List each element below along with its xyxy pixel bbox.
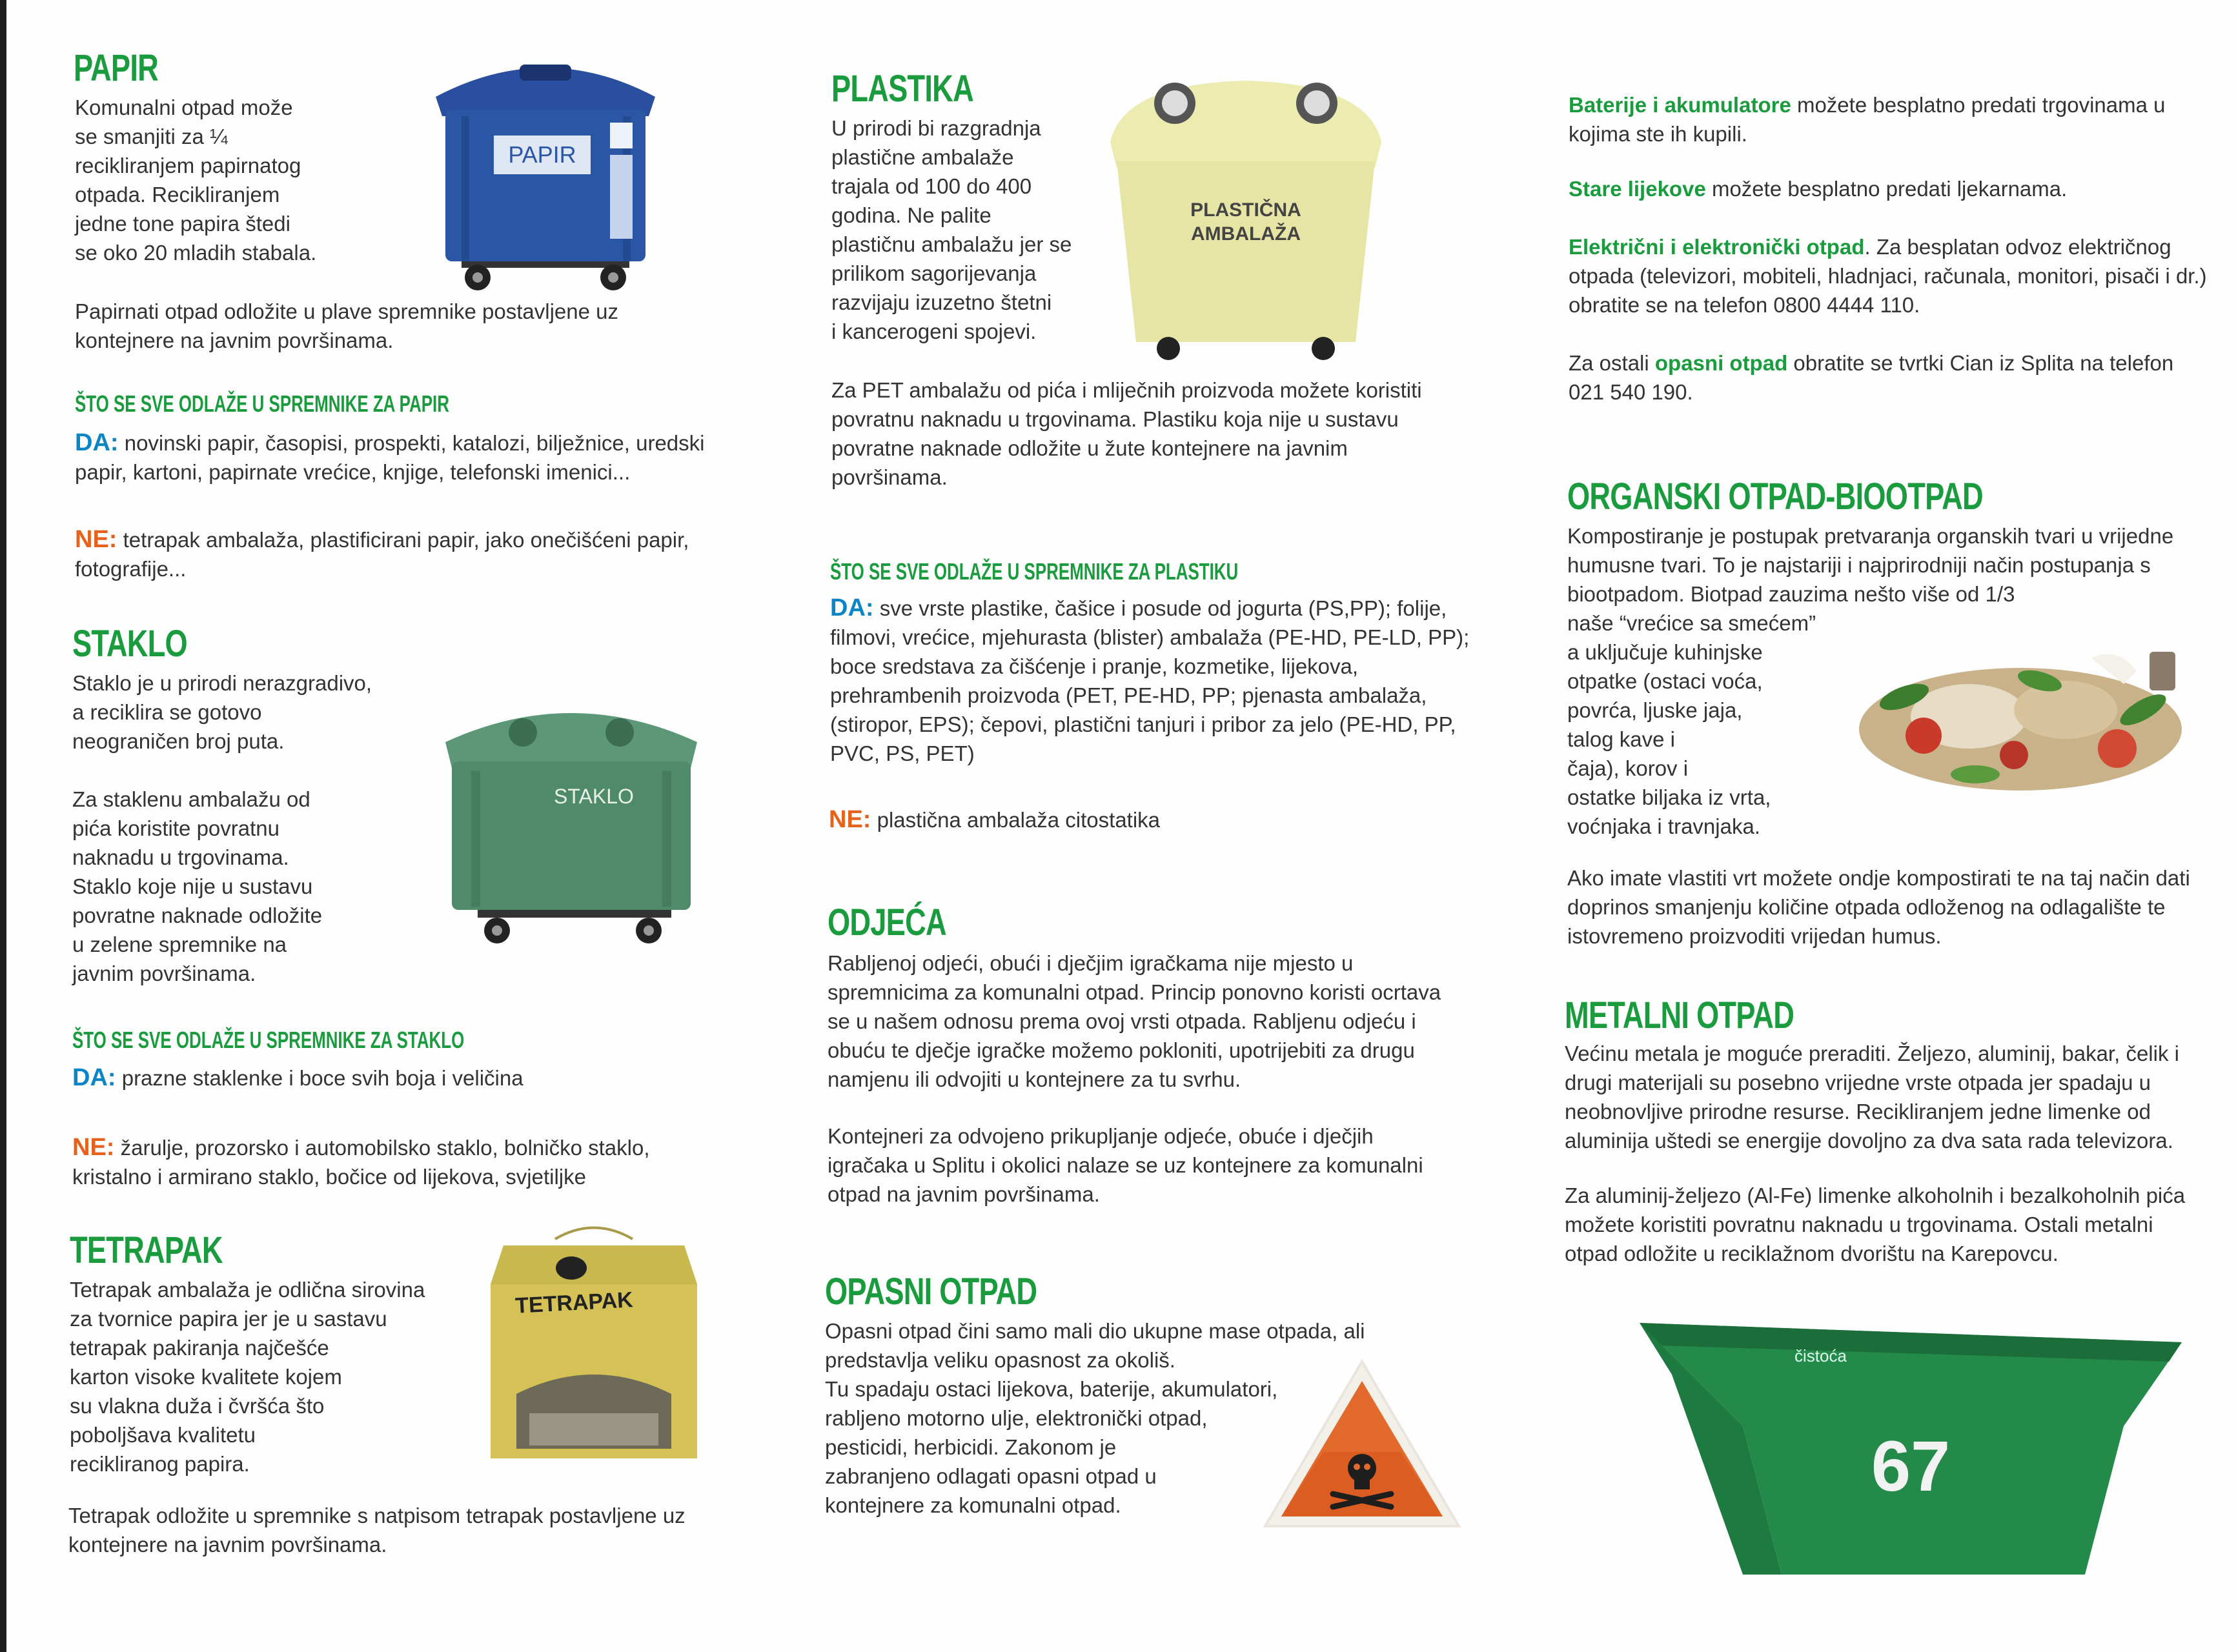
- staklo-da-label: DA:: [72, 1064, 116, 1091]
- odjeca-paragraph-1: Rabljenoj odjeći, obući i dječjim igračkama nije mjesto u spremnicima za komunalni otpad. Princip ponovno koristi ocrtava se u našem odnosu prema ovoj vrsti otpada. Rabljenu odjeću i obuću te dječje igračke možemo pokloniti, upotrijebiti za drugu namjenu ili odvojiti u kontejnere za tu svrhu.: [828, 951, 1441, 1091]
- staklo-bin-image: [432, 697, 710, 955]
- metalni-title: METALNI OTPAD: [1565, 994, 1794, 1036]
- plastika-bin-image: [1097, 65, 1394, 361]
- papir-da-label: DA:: [75, 429, 119, 456]
- tetrapak-bin-label: TETRAPAK: [514, 1287, 634, 1318]
- staklo-subheading: ŠTO SE SVE ODLAŽE U SPREMNIKE ZA STAKLO: [72, 1027, 465, 1053]
- page-edge: [0, 0, 6, 1652]
- hazard-icon: [1259, 1355, 1465, 1536]
- organski-paragraph-2: Ako imate vlastiti vrt možete ondje kompostirati te na taj način dati doprinos smanjenju količine otpada odloženog na odlagalište te istovremeno proizvoditi vrijedan humus.: [1567, 866, 2190, 948]
- papir-ne: NE: tetrapak ambalaža, plastificirani papir, jako onečišćeni papir, fotografije...: [75, 526, 689, 581]
- staklo-da: DA: prazne staklenke i boce svih boja i veličina: [72, 1064, 523, 1091]
- plastika-bin-label-1: PLASTIČNA: [1190, 199, 1301, 221]
- papir-subheading: ŠTO SE SVE ODLAŽE U SPREMNIKE ZA PAPIR: [75, 390, 449, 417]
- staklo-title: STAKLO: [72, 623, 187, 665]
- plastika-subheading: ŠTO SE SVE ODLAŽE U SPREMNIKE ZA PLASTIKU: [830, 558, 1239, 585]
- papir-ne-label: NE:: [75, 526, 117, 553]
- skip-number: 67: [1871, 1427, 1951, 1506]
- staklo-intro: Staklo je u prirodi nerazgradivo, a reciklira se gotovo neograničen broj puta.: [72, 671, 372, 753]
- plastika-ne: NE: plastična ambalaža citostatika: [829, 806, 1161, 833]
- papir-dispose: Papirnati otpad odložite u plave spremnike postavljene uz kontejnere na javnim površinama.: [75, 299, 619, 352]
- staklo-body: Za staklenu ambalažu od pića koristite povratnu naknadu u trgovinama. Staklo koje nije u sustavu povratne naknade odložite u zelene spremnike na javnim površinama.: [72, 787, 323, 985]
- opasni-body: Opasni otpad čini samo mali dio ukupne mase otpada, ali predstavlja veliku opasnost za okoliš. Tu spadaju ostaci lijekova, baterije, akumulatori, rabljeno motorno ulje, elektronički otpad, pesticidi, herbicidi. Zakonom je zabranjeno odlagati opasni otpad u kontejnere za komunalni otpad.: [825, 1319, 1365, 1517]
- skip-brand-label: čistoća: [1794, 1346, 1847, 1365]
- papir-da: DA: novinski papir, časopisi, prospekti, katalozi, bilježnice, uredski papir, kartoni, papirnate vrećice, knjige, telefonski imenici...: [75, 429, 705, 484]
- baterije-note: Baterije i akumulatore možete besplatno predati trgovinama u kojima ste ih kupili.: [1569, 93, 2166, 146]
- tetrapak-title: TETRAPAK: [70, 1229, 223, 1271]
- tetrapak-bin-image: [478, 1220, 710, 1465]
- plastika-ne-label: NE:: [829, 806, 871, 833]
- papir-bin-image: [423, 45, 668, 297]
- metalni-paragraph-1: Većinu metala je moguće preraditi. Željezo, aluminij, bakar, čelik i drugi materijali su posebno vrijedne vrste otpada jer spadaju u neobnovljive prirodne resurse. Recikliranjem jedne limenke od aluminija uštedi se energije dovoljno za dva sata rada televizora.: [1565, 1042, 2179, 1153]
- staklo-ne: NE: žarulje, prozorsko i automobilsko staklo, bolničko staklo, kristalno i armirano staklo, bočice od lijekova, svjetiljke: [72, 1134, 650, 1189]
- organski-title: ORGANSKI OTPAD-BIOOTPAD: [1567, 476, 1983, 518]
- papir-bin-label: PAPIR: [508, 141, 576, 168]
- odjeca-paragraph-2: Kontejneri za odvojeno prikupljanje odjeće, obuće i dječjih igračaka u Splitu i okolici nalaze se uz kontejnere za komunalni otpad na javnim površinama.: [828, 1124, 1423, 1206]
- papir-intro: Komunalni otpad može se smanjiti za ¼ recikliranjem papirnatog otpada. Recikliranjem jedne tone papira štedi se oko 20 mladih stabala.: [75, 96, 317, 265]
- tetrapak-dispose: Tetrapak odložite u spremnike s natpisom tetrapak postavljene uz kontejnere na javnim površinama.: [68, 1504, 686, 1556]
- compost-food-image: [1846, 620, 2195, 800]
- staklo-bin-label: STAKLO: [554, 785, 634, 808]
- metal-skip-container-image: [1633, 1316, 2188, 1594]
- organski-intro: Kompostiranje je postupak pretvaranja organskih tvari u vrijedne humusne tvari. To je najstariji i najprirodniji način postupanja s biootpadom. Biotpad zauzima nešto više od 1/3 naše “vrećice sa smećem” a uključuje kuhinjske otpatke (ostaci voća, povrća, ljuske jaja, talog kave i čaja), korov i ostatke biljaka iz vrta, voćnjaka i travnjaka.: [1567, 524, 2174, 838]
- metalni-paragraph-2: Za aluminij-željezo (Al-Fe) limenke alkoholnih i bezalkoholnih pića možete koristiti povratnu naknadu u trgovinama. Ostali metalni otpad odložite u reciklažnom dvorištu na Karepovcu.: [1565, 1184, 2186, 1265]
- staklo-ne-label: NE:: [72, 1134, 115, 1161]
- plastika-body: Za PET ambalažu od pića i mliječnih proizvoda možete koristiti povratnu naknadu u trgovinama. Plastiku koja nije u sustavu povratne naknade odložite u žute kontejnere na javnim površinama.: [831, 378, 1422, 489]
- elektronicki-note: Električni i elektronički otpad. Za besplatan odvoz električnog otpada (televizori, mobiteli, hladnjaci, računala, monitori, pisači i dr.) obratite se na telefon 0800 4444 110.: [1569, 235, 2207, 317]
- plastika-bin-label-2: AMBALAŽA: [1191, 223, 1301, 245]
- plastika-intro: U prirodi bi razgradnja plastične ambalaže trajala od 100 do 400 godina. Ne palite plastičnu ambalažu jer se prilikom sagorijevanja razvijaju izuzetno štetni i kancerogeni spojevi.: [831, 116, 1072, 343]
- opasni-otpad-note: Za ostali opasni otpad obratite se tvrtki Cian iz Splita na telefon 021 540 190.: [1569, 351, 2174, 404]
- plastika-da-label: DA:: [830, 594, 874, 621]
- plastika-title: PLASTIKA: [831, 68, 973, 110]
- odjeca-title: ODJEĆA: [828, 902, 946, 943]
- tetrapak-intro: Tetrapak ambalaža je odlična sirovina za tvornice papira jer je u sastavu tetrapak pakiranja najčešće karton visoke kvalitete kojem su vlakna duža i čvršća što poboljšava kvalitetu recikliranog papira.: [70, 1278, 425, 1476]
- plastika-da: DA: sve vrste plastike, čašice i posude od jogurta (PS,PP); folije, filmovi, vrećice, mjehurasta (blister) ambalaža (PE-HD, PE-LD, PP); boce sredstava za čišćenje i pranje, kozmetike, lijekova, prehrambenih proizvoda (PET, PE-HD, PP; pjenasta ambalaža, (stiropor, EPS); čepovi, plastični tanjuri i pribor za jelo (PE-HD, PP, PVC, PS, PET): [830, 594, 1470, 765]
- papir-title: PAPIR: [74, 47, 159, 89]
- opasni-title: OPASNI OTPAD: [825, 1271, 1037, 1313]
- lijekovi-note: Stare lijekove možete besplatno predati ljekarnama.: [1569, 177, 2068, 201]
